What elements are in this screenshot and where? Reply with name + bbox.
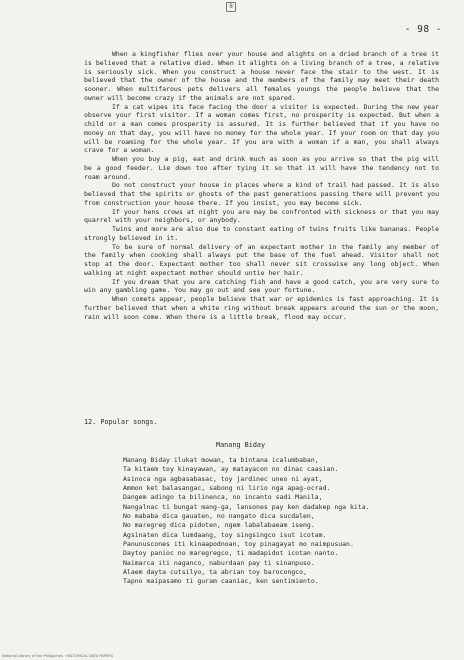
paragraph-pig: When you buy a pig, eat and drink much as soon as you arrive so that the pig will be a good feeder. Lie down too after tying it so that it will have the tendency not to roam around. [84,155,439,181]
song-line: Daytoy panioc no maregregco, ti madapidot icotan nanto. [123,549,339,558]
paragraph-comets: When comets appear, people believe that war or epidemics is fast approaching. It is further believed that when a white ring without break appears around the sun or the moon, rain will soon come. When there is a little break, flood may occur. [84,295,439,321]
page-number: - 98 - [404,24,442,35]
song-line: Asinoca nga agbasabasac, toy jardinec uneo ni ayat, [123,474,323,483]
song-line: Ta kitaem toy kinayawan, ay matayacon no dinac caasian. [123,465,339,474]
song-line: Manang Biday ilukat mowan, ta bintana icalumbaban, [123,456,319,464]
paragraph-house-trail: Do not construct your house in places where a kind of trail had passed. It is also believed that the spirits or ghosts of the past generations passing there will prevent you from construction your house there. If you insist, you may become sick. [84,181,439,207]
paragraph-kingfisher: When a kingfisher flies over your house and alights on a dried branch of a tree it is believed that a relative died. When it alights on a living branch of a tree, a relative is seriously sick. When you construct a house never face the stair to the west. It is believed that the owner of the house and the members of the family may meet their death sooner. When multifarous pets delivers all females youngs the people believe that the owner will become crazy if the animals are not spared. [84,50,439,102]
paragraph-twins: Twins and more are also due to constant eating of twins fruits like bananas. People strongly believed in it. [84,225,439,242]
song-line: No maregreg dica pidoten, ngem labalabaeam iseng. [123,521,315,530]
page-top-mark: 8 [226,2,236,12]
paragraph-cat-visitor: If a cat wipes its face facing the door a visitor is expected. During the new year observe your first visitor. If a woman comes first, no prosperity is expected. But when a child or a man comes prosperity is assured. It is further believed that if you have no money on that day, you will have no money for the whole year. If your room on that day you will be roaming for the whole year. If you are with a woman if a man, you shall always crave for a woman. [84,102,439,155]
song-line: Ammon ket balasangac, sabong ni lirio nga apag-ocrad. [123,484,331,493]
song-line: Tapno maipasamo ti guram caaniac, ken sentimiento. [123,577,319,586]
song-line: Naimarca iti naganco, naburdaan pay ti sinanpuso. [123,558,315,567]
section-heading: 12. Popular songs. [84,418,158,426]
song-line: Nangalnac ti bungat mang-ga, lansones pay ken dadakep nga kita. [123,502,370,511]
body-text [84,50,439,321]
paragraph-delivery: To be sure of normal delivery of an expectant mother in the family any member of the family when cooking shall always put the base of the fuel ahead. Visitor shall not stop at the door. Expectant mother too shall never sit crosswise any long object. When walking at night expectant mother should untie her hair. [84,242,439,277]
song-line: Alaem dayta cutsilyo, ta abrian toy barocongco, [123,568,307,577]
song-line: No mababa dica gauaten, no nangato dica sucdalen, [123,512,315,521]
song-title: Manang Biday [216,441,266,449]
song-line: Panunuscones iti kinaapodnoan, toy pinagayat mo naimpusuan. [123,540,354,549]
song-lyrics [123,456,423,587]
paragraph-hens: If your hens crows at night you are may be confronted with sickness or that you may quarrel with your neighbors, or anybody. [84,207,439,225]
paragraph-dream-fish: If you dream that you are catching fish and have a good catch, you are very sure to win any gambling game. You may go out and see your fortune. [84,277,439,295]
song-line: Agsinaten dica lumdaang, toy singsingco isut icotam. [123,530,327,539]
song-line: Dangem adingo ta bilinenca, no incanto sadi Manila, [123,493,323,502]
footer-credit: National Library of the Philippines · HISTORICAL DATA PAPERS [2,654,114,658]
